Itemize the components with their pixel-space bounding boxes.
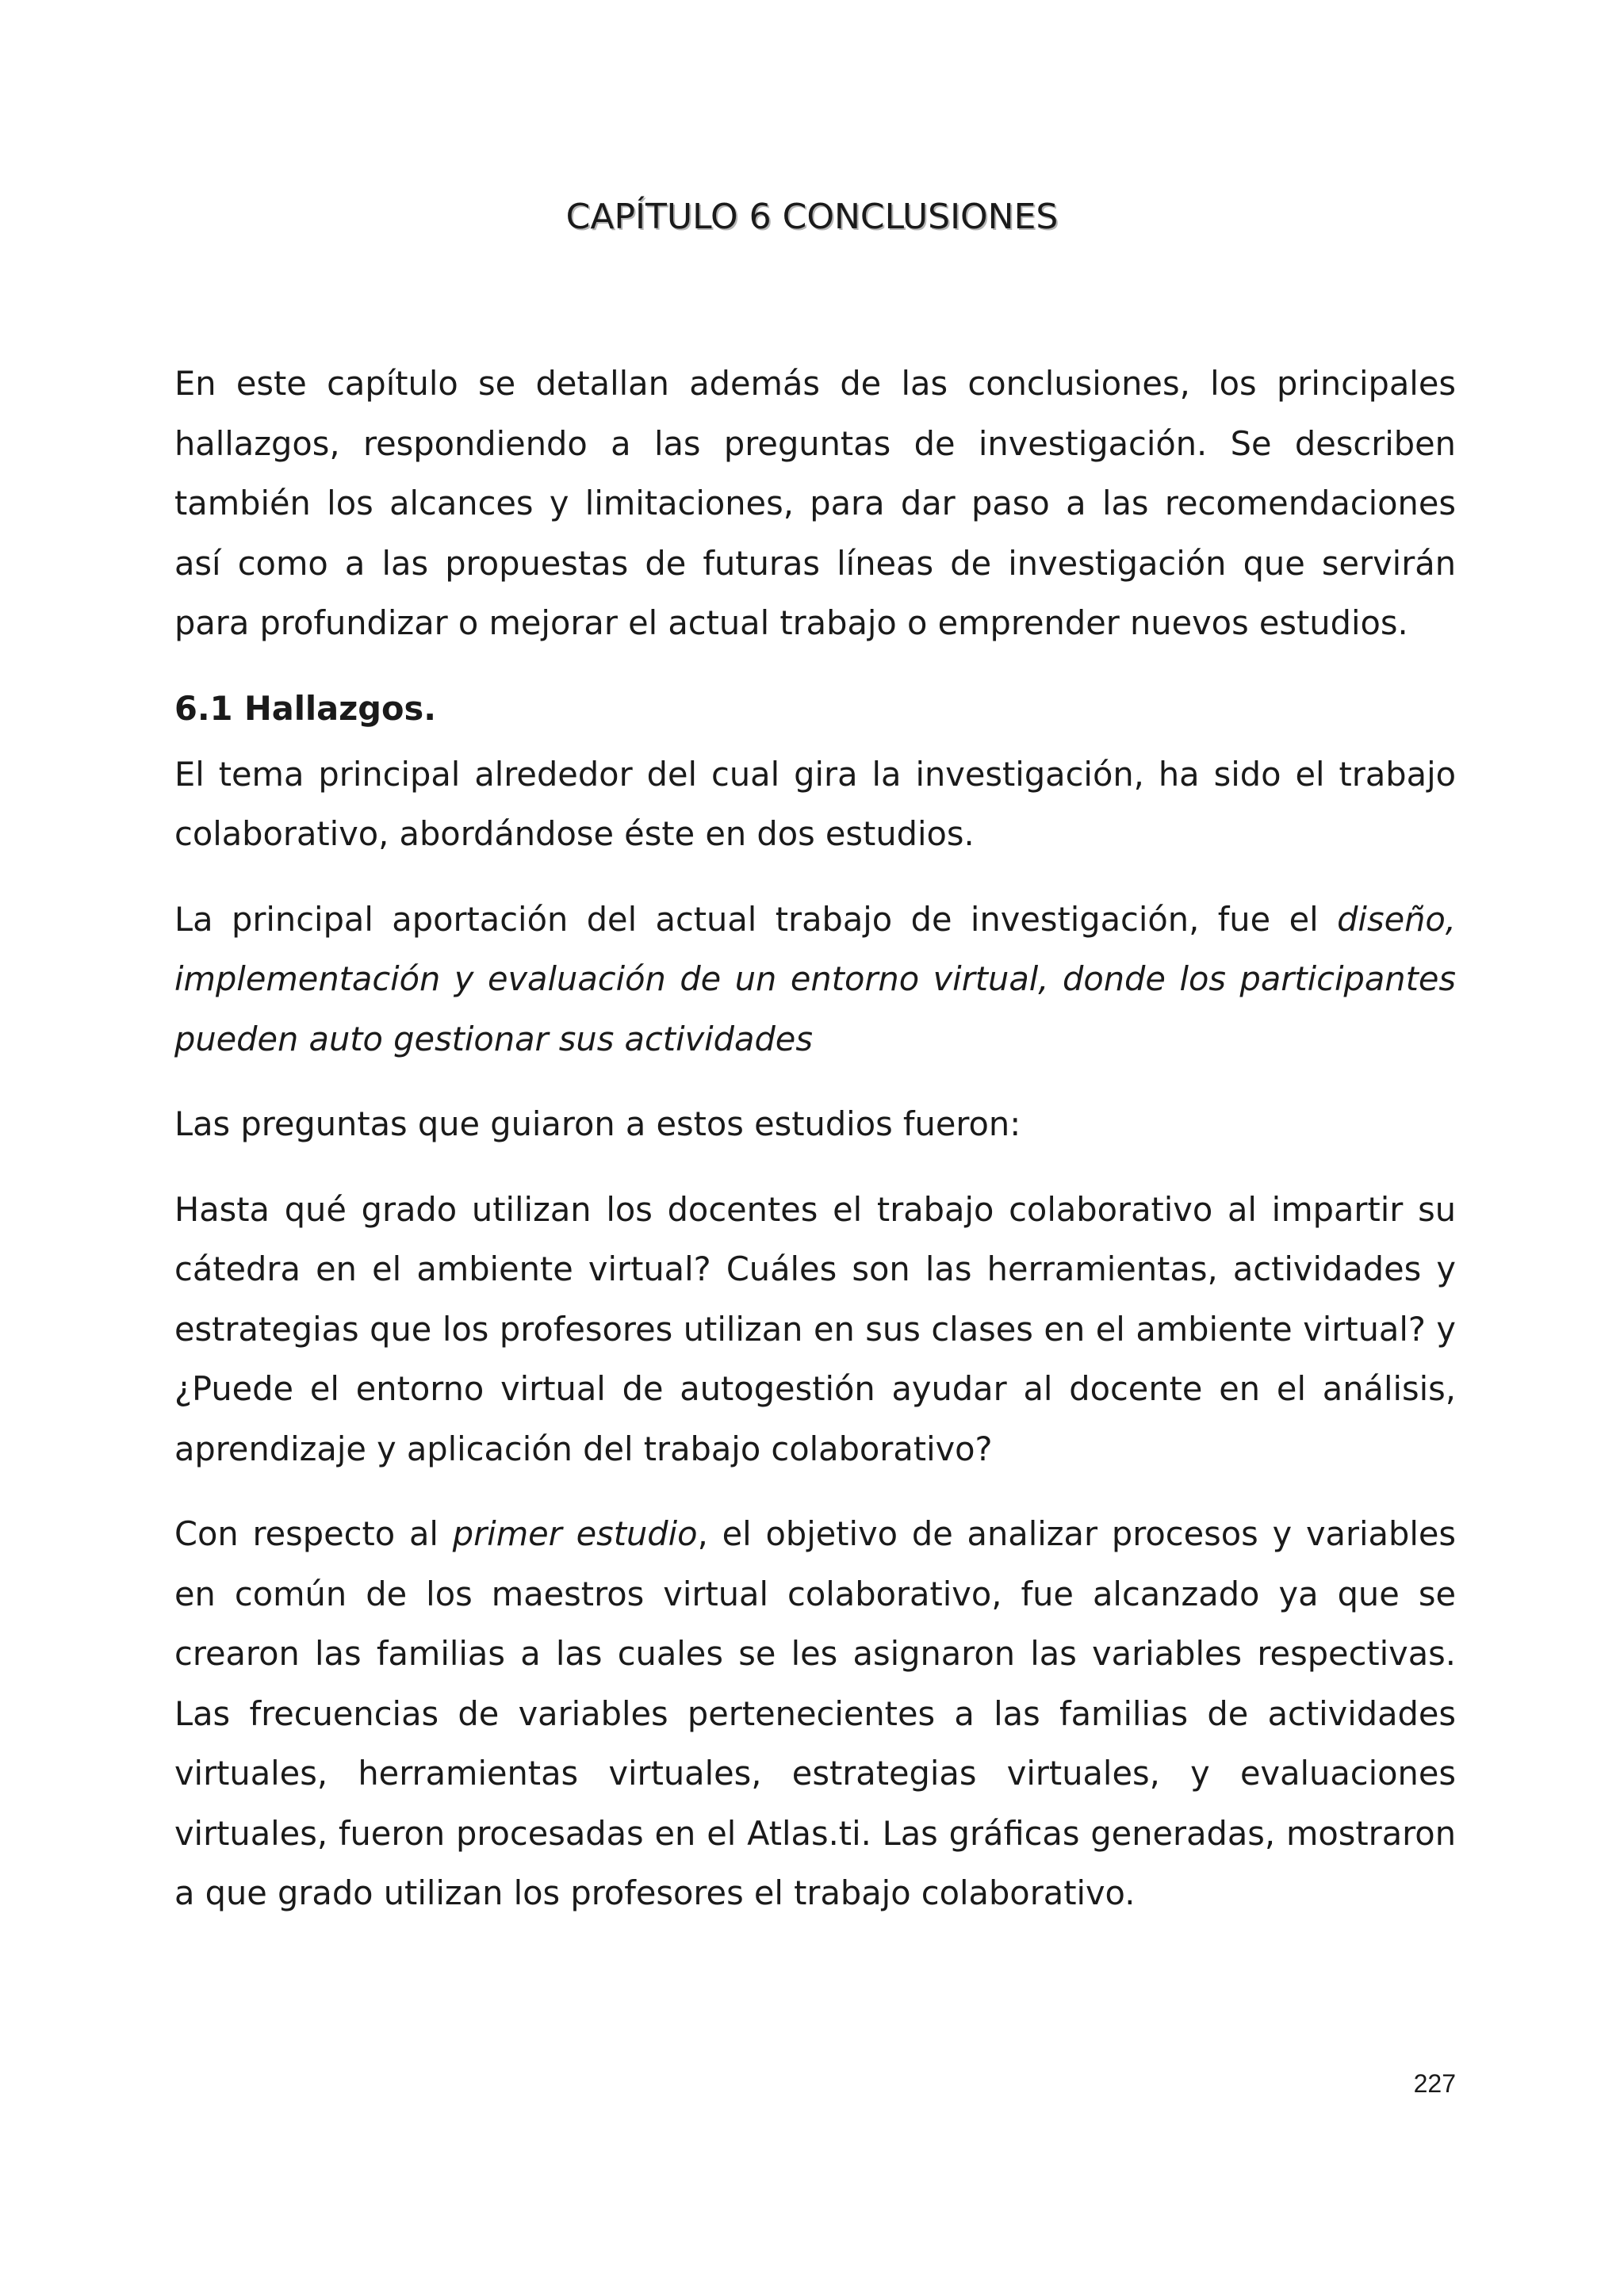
contribution-italic: diseño, implementación y evaluación de un entorno virtual, donde los participantes pueden auto gestionar sus actividades — [174, 899, 1456, 1058]
first-study-italic: primer estudio — [452, 1514, 698, 1553]
chapter-title: CAPÍTULO 6 CONCLUSIONES — [565, 197, 1059, 237]
paragraph-topic: El tema principal alrededor del cual gira la investigación, ha sido el trabajo colaborativo, abordándose éste en dos estudios. — [174, 754, 1456, 853]
intro-paragraph: En este capítulo se detallan además de las conclusiones, los principales hallazgos, respondiendo a las preguntas de investigación. Se describen también los alcances y limitaciones, para dar paso a las recomendaciones así como a las propuestas de futuras líneas de investigación que servirán para profundizar o mejorar el actual trabajo o emprender nuevos estudios. — [174, 364, 1456, 642]
first-study-pre: Con respecto al — [174, 1514, 453, 1553]
paragraph-first-study — [174, 1504, 1456, 1923]
paragraph-questions-intro: Las preguntas que guiaron a estos estudios fueron: — [174, 1104, 1021, 1143]
paragraph-questions: Hasta qué grado utilizan los docentes el trabajo colaborativo al impartir su cátedra en el ambiente virtual? Cuáles son las herramientas, actividades y estrategias que los profesores utilizan en sus clases en el ambiente virtual? y ¿Puede el entorno virtual de autogestión ayudar al docente en el análisis, aprendizaje y aplicación del trabajo colaborativo? — [174, 1189, 1456, 1468]
page-body — [174, 354, 1456, 1949]
section-heading: 6.1 Hallazgos. — [174, 688, 436, 728]
paragraph-contribution — [174, 890, 1456, 1070]
page-number: 227 — [1413, 2069, 1456, 2098]
contribution-text: La principal aportación del actual trabajo de investigación, fue el — [174, 899, 1338, 939]
first-study-post: , el objetivo de analizar procesos y variables en común de los maestros virtual colaborativo, fue alcanzado ya que se crearon las familias a las cuales se les asignaron las variables respectivas. Las frecuencias de variables pertenecientes a las familias de actividades virtuales, herramientas virtuales, estrategias virtuales, y evaluaciones virtuales, fueron procesadas en el Atlas.ti. Las gráficas generadas, mostraron a que grado utilizan los profesores el trabajo colaborativo. — [174, 1514, 1456, 1912]
